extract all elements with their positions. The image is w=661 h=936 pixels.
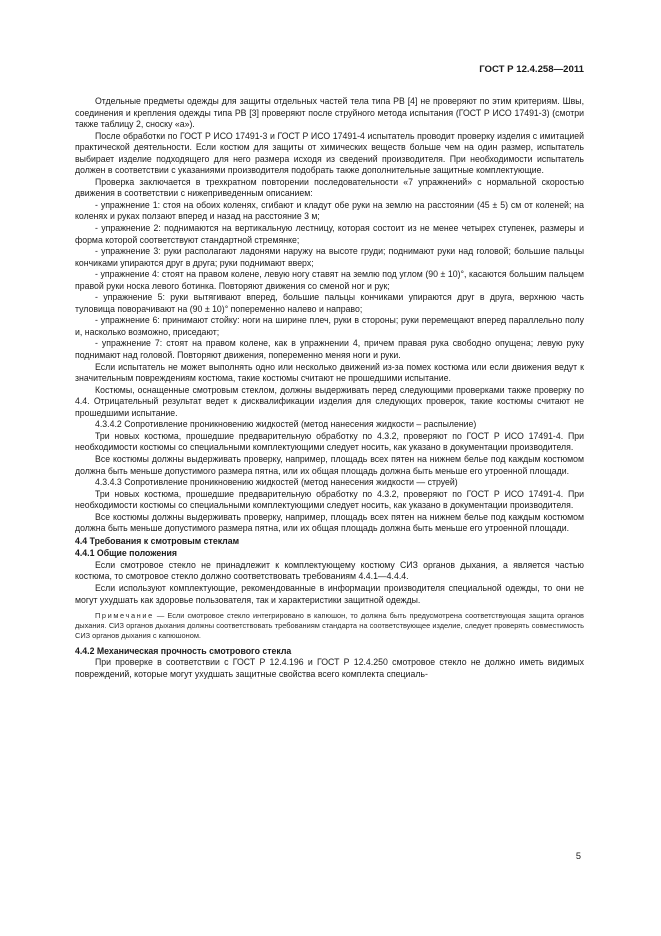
paragraph: Проверка заключается в трехкратном повторении последовательности «7 упражнений» с нормальной скоростью движения в соответствии с нижеприведенным описанием: <box>75 176 584 199</box>
paragraph: При проверке в соответствии с ГОСТ Р 12.4.196 и ГОСТ Р 12.4.250 смотровое стекло не должно иметь видимых повреждений, которые могут ухудшать защитные свойства всего комплекта специаль- <box>75 657 584 679</box>
document-header-id: ГОСТ Р 12.4.258—2011 <box>479 64 584 75</box>
page-number: 5 <box>575 851 581 861</box>
paragraph: Если смотровое стекло не принадлежит к комплектующему костюму СИЗ органов дыхания, а является частью костюма, то смотровое стекло должно соответствовать требованиям 4.4.1—4.4.4. <box>75 559 584 582</box>
subsection-heading: 4.3.4.3 Сопротивление проникновению жидкостей (метод нанесения жидкости — струей) <box>95 477 458 488</box>
list-item: - упражнение 2: поднимаются на вертикальную лестницу, которая состоит из не менее четырех ступенек, размеры и форма которой соответствуют стандартной стремянке; <box>75 223 584 245</box>
list-item: - упражнение 5: руки вытягивают вперед, большие пальцы кончиками упираются друг в друга, верхнюю часть туловища поворачивают на (90 ± 10)° попеременно налево и направо; <box>75 292 584 314</box>
section-heading: 4.4.2 Механическая прочность смотрового стекла <box>75 645 292 656</box>
paragraph: После обработки по ГОСТ Р ИСО 17491-3 и ГОСТ Р ИСО 17491-4 испытатель проводит проверку изделия с имитацией практической деятельности. Если костюм для защиты от химических веществ больше чем на один размер, испытатель выбирает изделие подходящего для него размера исходя из сведений производителя. При необходимости испытатель должен в соответствии с указаниями производителя подобрать также дополнительные защитные комплектующие. <box>75 130 584 176</box>
paragraph: Все костюмы должны выдерживать проверку, например, площадь всех пятен на нижнем белье под каждым костюмом должна быть меньше допустимого размера пятна, или их общая площадь должна быть меньше его утроенной площади. <box>75 453 584 476</box>
paragraph: Три новых костюма, прошедшие предварительную обработку по 4.3.2, проверяют по ГОСТ Р ИСО 17491-4. При необходимости костюмы со специальными комплектующими следует носить, как указано в документации производителя. <box>75 488 584 511</box>
list-item: - упражнение 7: стоят на правом колене, как в упражнении 4, причем правая рука свободно опущена; левую руку поднимают над головой. Повторяют движения, попеременно меняя ноги и руки. <box>75 338 584 361</box>
note <box>75 611 584 642</box>
paragraph: Костюмы, оснащенные смотровым стеклом, должны выдерживать перед следующими проверками также проверку по 4.4. Отрицательный результат ведет к дисквалификации изделия для следующих проверок, такие костюмы считают не прошедшими испытание. <box>75 384 584 418</box>
subsection-heading: 4.3.4.2 Сопротивление проникновению жидкостей (метод нанесения жидкости – распыление) <box>95 419 477 430</box>
document-body <box>75 96 584 680</box>
paragraph: Все костюмы должны выдерживать проверку, например, площадь всех пятен на нижнем белье под каждым костюмом должна быть меньше допустимого размера пятна, или их общая площадь должна быть меньше его утроенной площади. <box>75 511 584 534</box>
paragraph: Если используют комплектующие, рекомендованные в информации производителя специальной одежды, то они не могут ухудшать как здоровье пользователя, так и характеристики защитной одежды. <box>75 582 584 605</box>
note-label: Примечание <box>95 611 154 621</box>
note-text: — Если смотровое стекло интегрировано в капюшон, то должна быть предусмотрена соответствующая защита органов дыхания. СИЗ органов дыхания должны соответствовать требованиям стандарта на соответствующее изделие, следует проверять совместимость СИЗ органов дыхания с капюшоном. <box>75 611 584 641</box>
list-item: - упражнение 6: принимают стойку: ноги на ширине плеч, руки в стороны; руки перемещают вперед параллельно полу и, насколько возможно, приседают; <box>75 315 584 337</box>
list-item: - упражнение 1: стоя на обоих коленях, сгибают и кладут обе руки на землю на расстоянии (45 ± 5) см от коленей; на коленях и руках ползают вперед и назад на расстояние 3 м; <box>75 199 584 222</box>
section-heading: 4.4.1 Общие положения <box>75 548 177 559</box>
paragraph: Отдельные предметы одежды для защиты отдельных частей тела типа PB [4] не проверяют по этим критериям. Швы, соединения и крепления одежды типа PB [3] проверяют после струйного метода испытания (ГОСТ Р ИСО 17491-3) (смотри также таблицу 2, сноску «а»). <box>75 96 584 130</box>
list-item: - упражнение 3: руки располагают ладонями наружу на высоте груди; поднимают руки над головой; большие пальцы кончиками упираются друг в друга; руки поднимают вверх; <box>75 246 584 268</box>
paragraph: Если испытатель не может выполнять одно или несколько движений из-за помех костюма или если движения ведут к значительным повреждениям костюма, такие костюмы считают не прошедшими испытание. <box>75 361 584 384</box>
section-heading: 4.4 Требования к смотровым стеклам <box>75 535 240 546</box>
list-item: - упражнение 4: стоят на правом колене, левую ногу ставят на землю под углом (90 ± 10)°, касаются большим пальцем правой руки носка левого ботинка. Повторяют движения со сменой ног и рук; <box>75 269 584 291</box>
paragraph: Три новых костюма, прошедшие предварительную обработку по 4.3.2, проверяют по ГОСТ Р ИСО 17491-4. При необходимости костюмы со специальными комплектующими следует носить, как указано в документации производителя. <box>75 430 584 453</box>
